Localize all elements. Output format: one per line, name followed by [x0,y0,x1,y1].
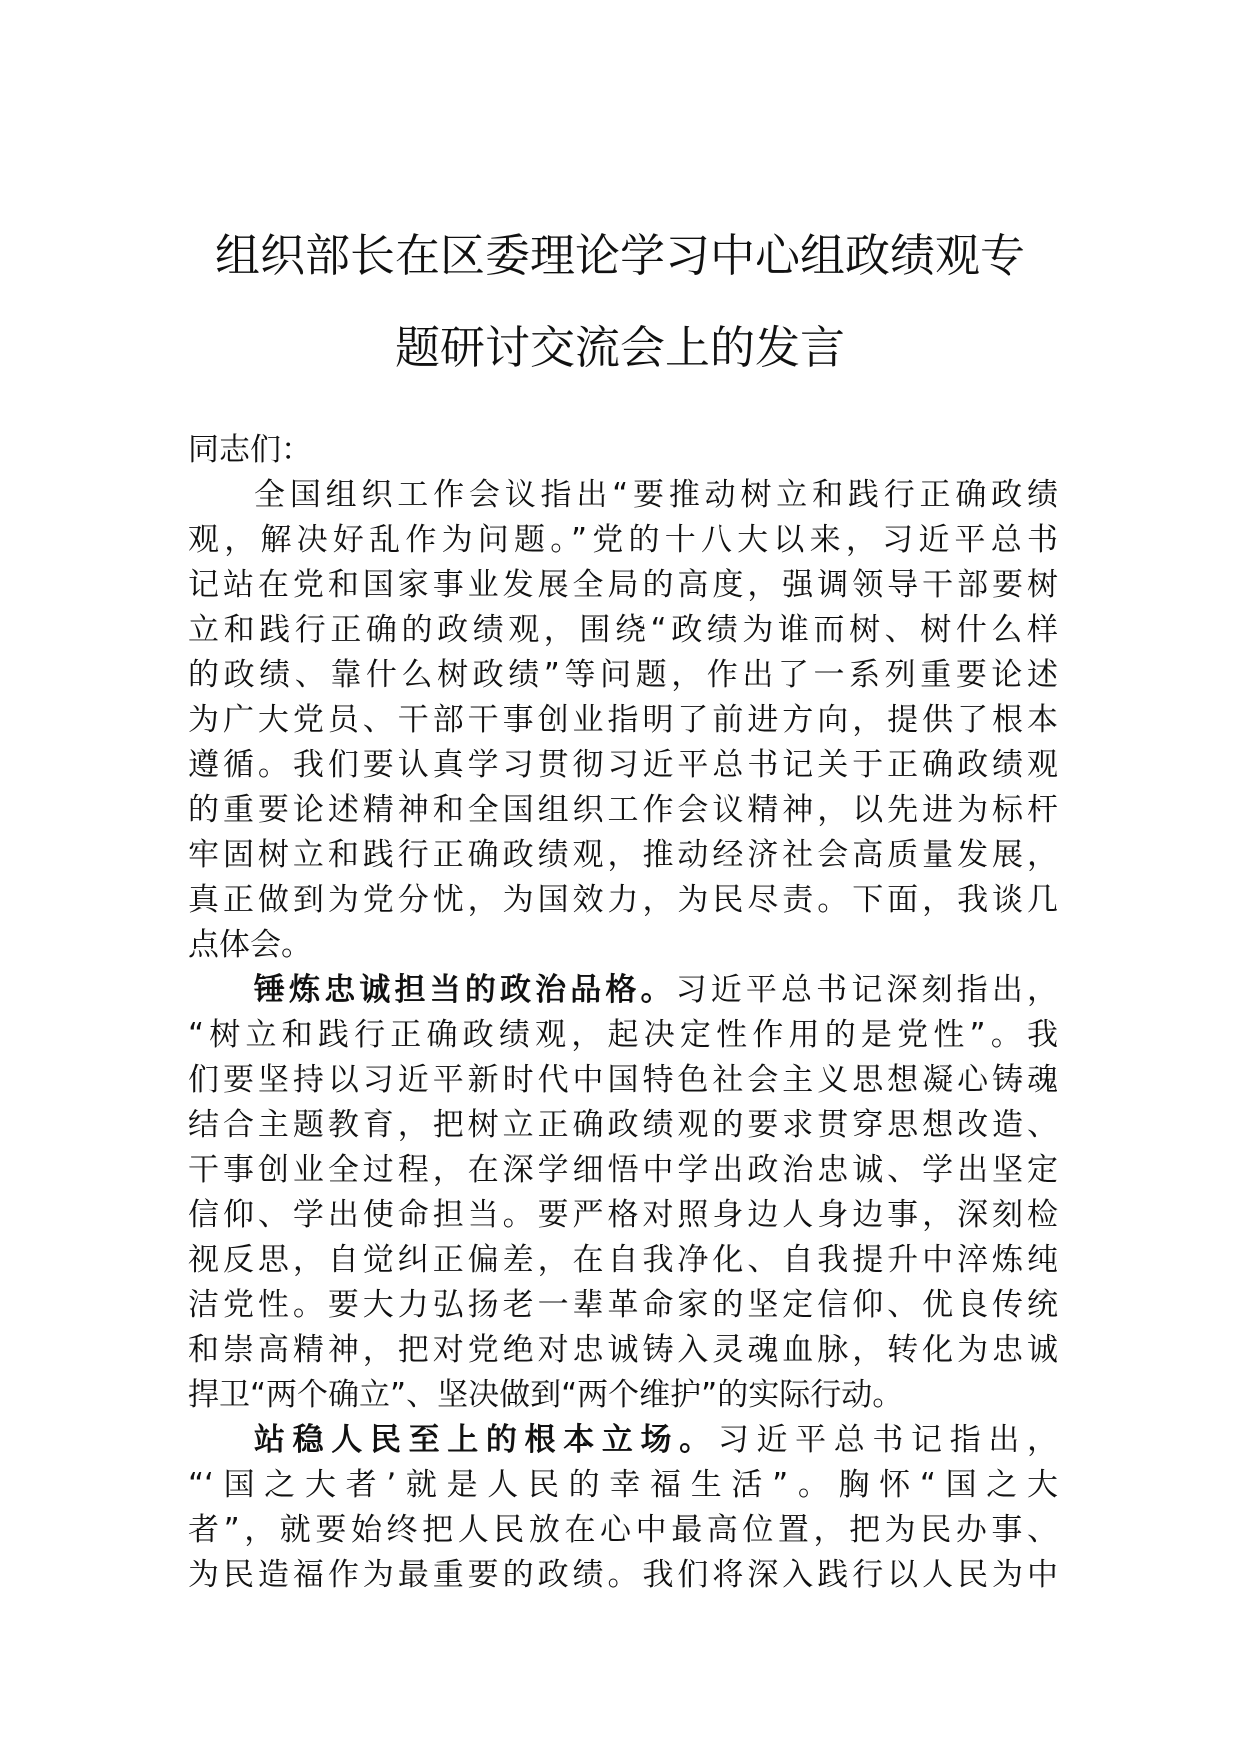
document-body [188,428,1058,1598]
paragraph-line: 为民造福作为最重要的政绩。我们将深入践行以人民为中 [188,1557,1058,1593]
paragraph-first-line [188,968,1058,1013]
paragraph-line: 者”，就要始终把人民放在心中最高位置，把为民办事、 [188,1512,1058,1548]
paragraph-line: 全国组织工作会议指出“要推动树立和践行正确政绩 [254,477,1058,513]
paragraph-line: 和崇高精神，把对党绝对忠诚铸入灵魂血脉，转化为忠诚 [188,1332,1058,1368]
paragraph-line: “‘国之大者’就是人民的幸福生活”。胸怀“国之大 [188,1467,1058,1503]
paragraph-line: 洁党性。要大力弘扬老一辈革命家的坚定信仰、优良传统 [188,1287,1058,1323]
heading-continuation: 习近平总书记指出， [717,1422,1058,1458]
paragraph-line: 记站在党和国家事业发展全局的高度，强调领导干部要树 [188,567,1058,603]
paragraph-line: 们要坚持以习近平新时代中国特色社会主义思想凝心铸魂 [188,1062,1058,1098]
paragraph-political-character [188,968,1058,1418]
paragraph-line: 点体会。 [188,927,312,963]
paragraph-line: 观，解决好乱作为问题。”党的十八大以来，习近平总书 [188,522,1058,558]
paragraph-line: 视反思，自觉纠正偏差，在自我净化、自我提升中淬炼纯 [188,1242,1058,1278]
paragraph-line: 真正做到为党分忧，为国效力，为民尽责。下面，我谈几 [188,882,1058,918]
title-line-1: 组织部长在区委理论学习中心组政绩观专 [214,229,1025,282]
paragraph-line: 干事创业全过程，在深学细悟中学出政治忠诚、学出坚定 [188,1152,1058,1188]
section-heading: 站稳人民至上的根本立场。 [254,1422,718,1458]
title-line-2: 题研讨交流会上的发言 [394,321,845,374]
paragraph-line: 的重要论述精神和全国组织工作会议精神，以先进为标杆 [188,792,1058,828]
heading-continuation: 习近平总书记深刻指出， [675,972,1058,1008]
paragraph-line: 结合主题教育，把树立正确政绩观的要求贯穿思想改造、 [188,1107,1058,1143]
paragraph-line: “树立和践行正确政绩观，起决定性作用的是党性”。我 [188,1017,1058,1053]
salutation: 同志们： [188,432,312,468]
paragraph-line: 牢固树立和践行正确政绩观，推动经济社会高质量发展， [188,837,1058,873]
document-title [150,210,1090,394]
paragraph-line: 遵循。我们要认真学习贯彻习近平总书记关于正确政绩观 [188,747,1058,783]
paragraph-line: 信仰、学出使命担当。要严格对照身边人身边事，深刻检 [188,1197,1058,1233]
paragraph-line: 立和践行正确的政绩观，围绕“政绩为谁而树、树什么样 [188,612,1058,648]
paragraph-first-line [188,1418,1058,1463]
paragraph-intro [188,473,1058,968]
section-heading: 锤炼忠诚担当的政治品格。 [254,972,676,1008]
paragraph-line: 捍卫“两个确立”、坚决做到“两个维护”的实际行动。 [188,1377,904,1413]
paragraph-line: 为广大党员、干部干事创业指明了前进方向，提供了根本 [188,702,1058,738]
paragraph-people-first [188,1418,1058,1598]
paragraph-line: 的政绩、靠什么树政绩”等问题，作出了一系列重要论述 [188,657,1058,693]
